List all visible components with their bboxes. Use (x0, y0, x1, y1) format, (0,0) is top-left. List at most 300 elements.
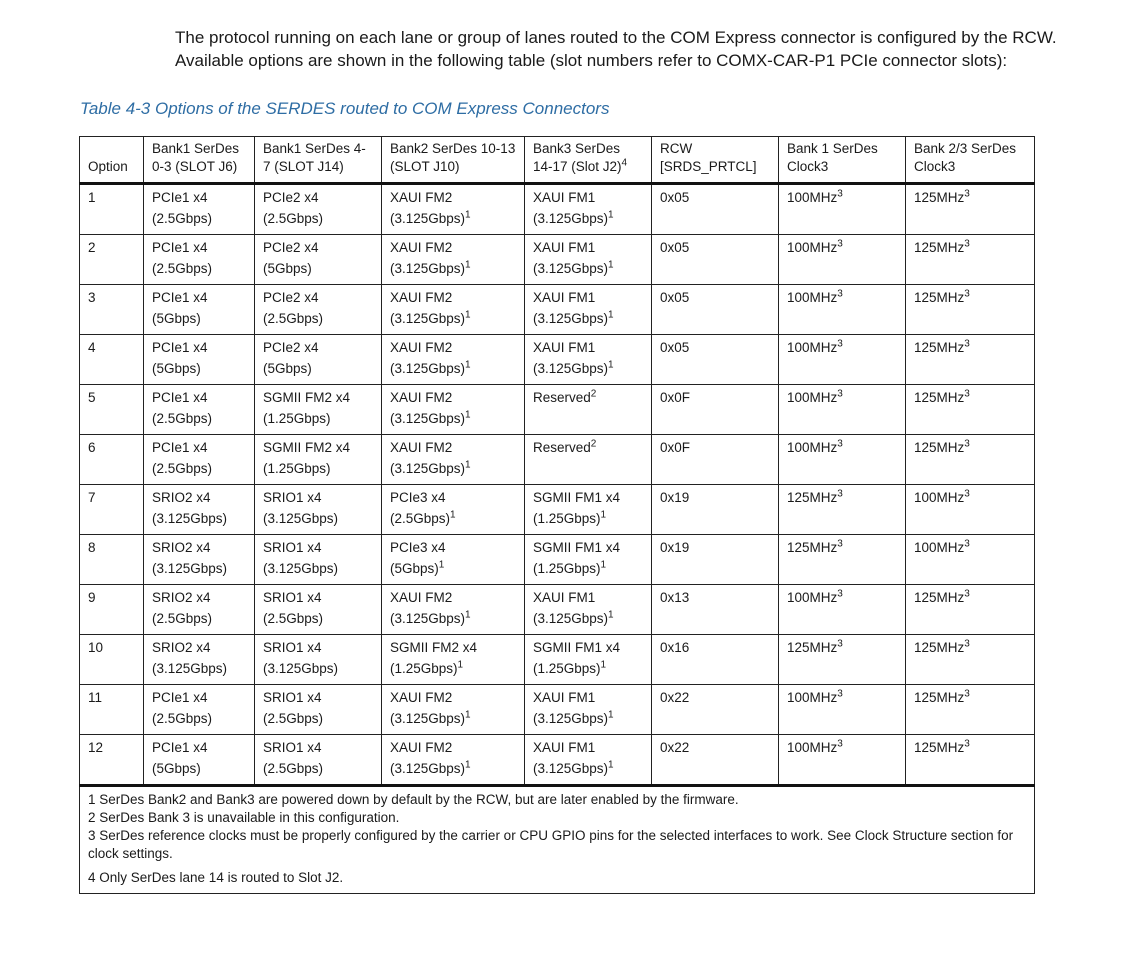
cell-text (263, 258, 373, 279)
cell-text (263, 458, 373, 479)
cell-text (914, 587, 1026, 608)
column-header (652, 137, 779, 184)
table-cell (255, 485, 382, 535)
table-cell (144, 585, 255, 635)
cell-value: SRIO1 x4 (263, 690, 322, 705)
footnotes-cell (80, 786, 1035, 894)
cell-text (533, 587, 643, 608)
cell-text (263, 408, 373, 429)
serdes-options-table (79, 136, 1035, 894)
cell-text (390, 237, 516, 258)
cell-text (263, 558, 373, 579)
footnote-marker: 1 (600, 559, 607, 571)
footnote-marker: 1 (608, 609, 614, 621)
cell-text (533, 658, 643, 679)
table-cell (652, 635, 779, 685)
cell-text (390, 687, 516, 708)
footnote-marker: 3 (837, 738, 843, 750)
cell-value: (3.125Gbps) (390, 611, 466, 626)
cell-text (533, 358, 643, 379)
footnote-marker: 1 (465, 209, 471, 221)
cell-value: 100MHz (787, 240, 838, 255)
footnote-marker: 3 (964, 288, 970, 300)
cell-value: SRIO1 x4 (263, 640, 322, 655)
footnote-marker: 3 (837, 288, 843, 300)
cell-text (914, 437, 1026, 458)
cell-value: SRIO1 x4 (263, 490, 322, 505)
table-cell (906, 285, 1035, 335)
cell-text (263, 508, 373, 529)
table-cell (382, 585, 525, 635)
table-cell (144, 735, 255, 786)
footnote: 1 SerDes Bank2 and Bank3 are powered down by default by the RCW, but are later enabled by the firmware. (88, 792, 739, 807)
table-cell (80, 585, 144, 635)
cell-value: 125MHz (914, 390, 965, 405)
cell-value: (3.125Gbps) (390, 461, 466, 476)
cell-value: (5Gbps) (152, 761, 201, 776)
cell-value: 100MHz (787, 740, 838, 755)
footnote-marker: 2 (590, 388, 597, 400)
cell-text (660, 237, 770, 258)
cell-value: (3.125Gbps) (533, 261, 609, 276)
cell-value: (3.125Gbps) (390, 711, 466, 726)
cell-value: XAUI FM2 (390, 240, 453, 255)
cell-value: PCIe1 x4 (152, 440, 208, 455)
cell-value: 125MHz (914, 690, 965, 705)
cell-value: (2.5Gbps) (263, 311, 324, 326)
cell-text (787, 487, 897, 508)
cell-text (914, 287, 1026, 308)
cell-value: PCIe3 x4 (390, 490, 446, 505)
table-cell (255, 535, 382, 585)
cell-text (914, 387, 1026, 408)
table-cell (255, 585, 382, 635)
footnote-marker: 4 (621, 157, 628, 169)
cell-text (533, 337, 643, 358)
table-cell (255, 435, 382, 485)
cell-text (390, 208, 516, 229)
cell-text (263, 537, 373, 558)
table-cell (779, 435, 906, 485)
cell-value: (2.5Gbps) (152, 611, 213, 626)
column-header-label: Bank2 SerDes 10-13 (SLOT J10) (390, 141, 516, 174)
cell-value: PCIe1 x4 (152, 740, 208, 755)
cell-value: XAUI FM2 (390, 690, 453, 705)
cell-text (88, 187, 135, 208)
table-cell (525, 184, 652, 235)
cell-value: 0x0F (660, 390, 691, 405)
footnote-marker: 3 (837, 188, 843, 200)
cell-text (390, 708, 516, 729)
footnote-marker: 1 (608, 259, 614, 271)
cell-value: XAUI FM1 (533, 290, 596, 305)
footnote-marker: 3 (837, 588, 843, 600)
footnote-marker: 3 (837, 488, 843, 500)
table-cell (525, 435, 652, 485)
cell-value: XAUI FM1 (533, 240, 596, 255)
footnote-marker: 1 (600, 509, 607, 521)
table-row (80, 535, 1035, 585)
cell-text (660, 187, 770, 208)
cell-value: 125MHz (914, 340, 965, 355)
cell-text (152, 658, 246, 679)
footnote-marker: 1 (600, 659, 607, 671)
table-cell (382, 735, 525, 786)
cell-text (263, 487, 373, 508)
cell-text (660, 437, 770, 458)
cell-text (533, 758, 643, 779)
footnotes-row (80, 786, 1035, 894)
cell-text (390, 658, 516, 679)
cell-value: (2.5Gbps) (152, 261, 213, 276)
table-cell (652, 485, 779, 535)
table-row (80, 685, 1035, 735)
cell-text (152, 358, 246, 379)
cell-text (914, 687, 1026, 708)
cell-value: (3.125Gbps) (390, 361, 466, 376)
cell-text (660, 637, 770, 658)
cell-value: SGMII FM1 x4 (533, 490, 621, 505)
table-cell (906, 635, 1035, 685)
table-cell (906, 385, 1035, 435)
cell-text (660, 487, 770, 508)
cell-value: (3.125Gbps) (152, 561, 228, 576)
cell-text (787, 637, 897, 658)
table-cell (525, 735, 652, 786)
cell-value: 125MHz (787, 640, 838, 655)
table-cell (144, 635, 255, 685)
cell-value: 100MHz (787, 440, 838, 455)
cell-value: (2.5Gbps) (390, 511, 451, 526)
cell-text (263, 608, 373, 629)
table-cell (255, 385, 382, 435)
table-row (80, 285, 1035, 335)
column-header (255, 137, 382, 184)
cell-value: (2.5Gbps) (152, 711, 213, 726)
cell-value: (1.25Gbps) (533, 561, 601, 576)
footnote-marker: 1 (608, 359, 614, 371)
cell-value: (3.125Gbps) (533, 711, 609, 726)
footnote-marker: 1 (438, 559, 445, 571)
cell-value: SGMII FM2 x4 (390, 640, 478, 655)
cell-text (390, 458, 516, 479)
cell-value: SGMII FM1 x4 (533, 540, 621, 555)
cell-value: 0x16 (660, 640, 690, 655)
cell-value: PCIe1 x4 (152, 290, 208, 305)
table-cell (144, 184, 255, 235)
table-cell (144, 335, 255, 385)
cell-text (88, 737, 135, 758)
cell-value: (3.125Gbps) (390, 311, 466, 326)
footnote-marker: 3 (837, 638, 843, 650)
cell-text (533, 187, 643, 208)
cell-value: 125MHz (787, 540, 838, 555)
footnote-marker: 3 (964, 188, 970, 200)
cell-value: PCIe1 x4 (152, 190, 208, 205)
table-cell (906, 335, 1035, 385)
cell-text (533, 258, 643, 279)
cell-text (263, 237, 373, 258)
cell-value: 11 (88, 690, 103, 705)
table-cell (525, 585, 652, 635)
table-cell (906, 535, 1035, 585)
cell-value: (2.5Gbps) (263, 761, 324, 776)
table-cell (906, 485, 1035, 535)
cell-value: (5Gbps) (152, 361, 201, 376)
footnote-marker: 3 (837, 438, 843, 450)
table-cell (382, 184, 525, 235)
cell-value: (1.25Gbps) (533, 511, 601, 526)
cell-value: 6 (88, 440, 96, 455)
column-header (80, 137, 144, 184)
footnote-marker: 1 (457, 659, 464, 671)
column-header-label: Bank1 SerDes 0-3 (SLOT J6) (152, 141, 240, 174)
cell-value: (5Gbps) (152, 311, 201, 326)
cell-text (263, 287, 373, 308)
table-cell (652, 385, 779, 435)
cell-text (88, 387, 135, 408)
column-header (144, 137, 255, 184)
footnote-marker: 3 (964, 238, 970, 250)
cell-text (914, 237, 1026, 258)
cell-text (533, 387, 643, 408)
cell-value: (3.125Gbps) (533, 211, 609, 226)
cell-text (88, 287, 135, 308)
cell-text (787, 587, 897, 608)
table-cell (144, 535, 255, 585)
cell-value: (3.125Gbps) (390, 761, 466, 776)
table-cell (652, 735, 779, 786)
footnote: 4 Only SerDes lane 14 is routed to Slot J2. (88, 870, 344, 885)
table-cell (80, 485, 144, 535)
cell-text (263, 437, 373, 458)
cell-text (152, 308, 246, 329)
table-cell (906, 184, 1035, 235)
table-cell (80, 184, 144, 235)
cell-text (390, 308, 516, 329)
cell-text (152, 708, 246, 729)
table-cell (144, 435, 255, 485)
table-cell (144, 235, 255, 285)
cell-text (533, 737, 643, 758)
table-cell (382, 435, 525, 485)
cell-text (533, 237, 643, 258)
cell-text (914, 637, 1026, 658)
cell-text (533, 608, 643, 629)
cell-text (914, 537, 1026, 558)
footnote-marker: 1 (608, 309, 614, 321)
cell-value: XAUI FM1 (533, 190, 596, 205)
table-cell (779, 485, 906, 535)
table-cell (382, 485, 525, 535)
cell-value: PCIe2 x4 (263, 240, 319, 255)
cell-text (390, 508, 516, 529)
cell-text (152, 637, 246, 658)
cell-text (533, 308, 643, 329)
cell-value: 125MHz (914, 190, 965, 205)
cell-value: 0x22 (660, 740, 690, 755)
footnote-marker: 3 (837, 688, 843, 700)
table-header (80, 137, 1035, 184)
cell-text (152, 187, 246, 208)
table-cell (144, 485, 255, 535)
cell-value: (1.25Gbps) (533, 661, 601, 676)
table-cell (80, 635, 144, 685)
cell-value: 2 (88, 240, 96, 255)
table-cell (779, 285, 906, 335)
cell-value: 4 (88, 340, 96, 355)
cell-value: SGMII FM2 x4 (263, 390, 351, 405)
cell-text (88, 637, 135, 658)
cell-text (263, 387, 373, 408)
table-cell (255, 635, 382, 685)
cell-text (152, 458, 246, 479)
cell-text (152, 687, 246, 708)
cell-value: 0x05 (660, 240, 690, 255)
column-header-label: Bank1 SerDes 4-7 (SLOT J14) (263, 141, 366, 174)
cell-text (533, 508, 643, 529)
cell-text (533, 637, 643, 658)
table-row (80, 335, 1035, 385)
cell-value: (2.5Gbps) (152, 461, 213, 476)
cell-value: 0x13 (660, 590, 690, 605)
table-cell (144, 385, 255, 435)
cell-value: (3.125Gbps) (390, 211, 466, 226)
cell-value: 8 (88, 540, 96, 555)
cell-value: 0x0F (660, 440, 691, 455)
cell-text (390, 408, 516, 429)
cell-text (390, 637, 516, 658)
cell-value: (2.5Gbps) (263, 211, 324, 226)
cell-text (263, 308, 373, 329)
footnote-marker: 1 (465, 309, 471, 321)
table-cell (255, 285, 382, 335)
cell-text (152, 208, 246, 229)
intro-paragraph: The protocol running on each lane or group of lanes routed to the COM Express connector is configured by the RCW. Available options are shown in the following table (slot numbers refer to COMX-CAR-P1 PCIe connector slots): (175, 28, 1057, 70)
cell-text (152, 587, 246, 608)
cell-text (152, 487, 246, 508)
cell-text (152, 237, 246, 258)
cell-value: XAUI FM2 (390, 740, 453, 755)
table-row (80, 735, 1035, 786)
footnote-marker: 3 (837, 238, 843, 250)
cell-value: 100MHz (914, 490, 965, 505)
table-cell (525, 485, 652, 535)
table-cell (382, 385, 525, 435)
cell-text (660, 687, 770, 708)
cell-text (390, 587, 516, 608)
cell-value: SGMII FM2 x4 (263, 440, 351, 455)
column-header-label: Bank3 SerDes 14-17 (Slot J2) (533, 141, 622, 174)
table-cell (382, 285, 525, 335)
cell-text (533, 687, 643, 708)
cell-value: XAUI FM2 (390, 340, 453, 355)
column-header-label: Bank 1 SerDes Clock3 (787, 141, 878, 174)
cell-value: (3.125Gbps) (533, 611, 609, 626)
table-cell (525, 385, 652, 435)
cell-value: (3.125Gbps) (263, 561, 339, 576)
table-cell (382, 535, 525, 585)
cell-value: 100MHz (914, 540, 965, 555)
cell-text (152, 737, 246, 758)
footnote: 3 SerDes reference clocks must be properly configured by the carrier or CPU GPIO pins for the selected interfaces to work. See Clock Structure section for clock settings. (88, 828, 1014, 861)
footnote-marker: 1 (608, 759, 614, 771)
table-row (80, 585, 1035, 635)
footnote-marker: 1 (450, 509, 456, 521)
table-cell (144, 285, 255, 335)
table-cell (652, 435, 779, 485)
table-cell (144, 685, 255, 735)
cell-text (390, 487, 516, 508)
cell-text (263, 187, 373, 208)
header-row (80, 137, 1035, 184)
cell-value: 100MHz (787, 290, 838, 305)
cell-text (263, 358, 373, 379)
cell-text (533, 437, 643, 458)
table-cell (779, 735, 906, 786)
cell-text (152, 337, 246, 358)
table-cell (525, 535, 652, 585)
table-cell (779, 335, 906, 385)
cell-text (152, 287, 246, 308)
cell-value: 0x19 (660, 490, 690, 505)
cell-text (390, 737, 516, 758)
cell-value: (1.25Gbps) (263, 411, 331, 426)
cell-value: Reserved (533, 390, 591, 405)
cell-value: 125MHz (914, 740, 965, 755)
footnote-marker: 3 (964, 738, 970, 750)
table-row (80, 485, 1035, 535)
cell-value: XAUI FM1 (533, 340, 596, 355)
cell-text (88, 337, 135, 358)
table-row (80, 635, 1035, 685)
cell-value: (3.125Gbps) (152, 511, 228, 526)
cell-value: 125MHz (914, 290, 965, 305)
table-cell (80, 735, 144, 786)
footnote-marker: 3 (837, 388, 843, 400)
cell-text (152, 758, 246, 779)
cell-value: SRIO2 x4 (152, 540, 211, 555)
table-row (80, 184, 1035, 235)
footnote-marker: 1 (465, 759, 471, 771)
column-header (382, 137, 525, 184)
cell-text (787, 287, 897, 308)
cell-text (152, 387, 246, 408)
footnote-marker: 1 (465, 259, 471, 271)
cell-text (660, 537, 770, 558)
table-cell (652, 335, 779, 385)
table-cell (255, 735, 382, 786)
cell-value: 0x19 (660, 540, 690, 555)
cell-value: PCIe2 x4 (263, 190, 319, 205)
cell-text (88, 437, 135, 458)
cell-text (263, 737, 373, 758)
table-caption: Table 4-3 Options of the SERDES routed to COM Express Connectors (80, 99, 610, 118)
footnote-marker: 3 (964, 538, 970, 550)
cell-text (660, 737, 770, 758)
cell-value: PCIe1 x4 (152, 690, 208, 705)
cell-value: 0x05 (660, 340, 690, 355)
cell-text (263, 687, 373, 708)
table-cell (525, 685, 652, 735)
cell-text (88, 537, 135, 558)
cell-text (533, 208, 643, 229)
column-header (525, 137, 652, 184)
footnote-marker: 1 (465, 359, 471, 371)
footnote-marker: 3 (964, 338, 970, 350)
cell-text (787, 387, 897, 408)
cell-value: 7 (88, 490, 96, 505)
